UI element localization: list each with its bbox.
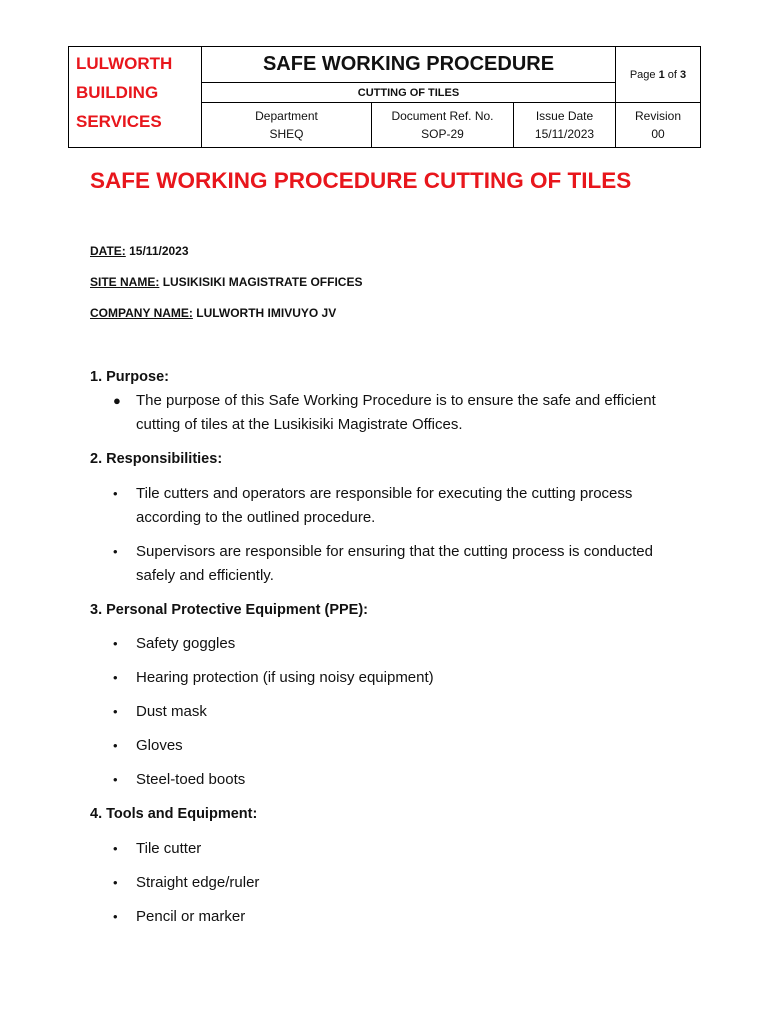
company-name-cell <box>69 47 202 148</box>
list-item: • Hearing protection (if using noisy equipment) <box>113 666 693 690</box>
doc-subtitle: CUTTING OF TILES <box>202 83 616 103</box>
list-item: • Tile cutter <box>113 837 693 861</box>
revision-label: Revision <box>634 109 682 123</box>
date-value: 15/11/2023 <box>129 244 189 258</box>
site-name-value: LUSIKISIKI MAGISTRATE OFFICES <box>162 275 363 289</box>
list-item: • Straight edge/ruler <box>113 871 693 895</box>
section-heading-tools: 4. Tools and Equipment: <box>90 806 258 822</box>
page-label: Page <box>629 68 656 81</box>
bullet-icon: • <box>113 875 118 890</box>
page-total: 3 <box>680 68 687 81</box>
site-name-label: SITE NAME: <box>90 275 160 289</box>
docref-cell <box>372 103 514 148</box>
revision-value: 00 <box>651 127 665 141</box>
department-value: SHEQ <box>269 127 304 141</box>
bullet-icon: • <box>113 738 118 753</box>
page-title: SAFE WORKING PROCEDURE CUTTING OF TILES <box>90 168 632 193</box>
docref-value: SOP-29 <box>421 127 464 141</box>
section-heading-responsibilities: 2. Responsibilities: <box>90 451 223 467</box>
list-item: • Safety goggles <box>113 632 693 656</box>
page-of: of <box>667 68 677 81</box>
bullet-icon: ● <box>113 393 121 408</box>
bullet-icon: • <box>113 704 118 719</box>
bullet-icon: • <box>113 670 118 685</box>
bullet-icon: • <box>113 636 118 651</box>
company-name-value: LULWORTH IMIVUYO JV <box>196 306 337 320</box>
bullet-icon: • <box>113 841 118 856</box>
issue-date-value: 15/11/2023 <box>534 127 595 141</box>
date-line <box>90 244 189 258</box>
site-name-line <box>90 275 362 289</box>
company-name-line-1: LULWORTH <box>76 54 173 73</box>
doc-title: SAFE WORKING PROCEDURE <box>202 47 616 83</box>
document-header-table <box>68 46 701 148</box>
list-item: • Dust mask <box>113 700 693 724</box>
bullet-icon: • <box>113 486 118 501</box>
company-name-line-3: SERVICES <box>76 112 162 131</box>
date-label: DATE: <box>90 244 126 258</box>
list-item: • Steel-toed boots <box>113 768 693 792</box>
list-item: • Supervisors are responsible for ensuring that the cutting process is conducted safely and efficiently. <box>113 540 693 588</box>
bullet-icon: • <box>113 544 118 559</box>
company-name-label: COMPANY NAME: <box>90 306 193 320</box>
list-item: • Gloves <box>113 734 693 758</box>
section-heading-purpose: 1. Purpose: <box>90 369 169 385</box>
revision-cell <box>616 103 701 148</box>
page-current: 1 <box>658 68 665 81</box>
list-item: ● The purpose of this Safe Working Procedure is to ensure the safe and efficient cutting of tiles at the Lusikisiki Magistrate Offices. <box>113 389 693 437</box>
company-name-line <box>90 306 336 320</box>
company-name-line-2: BUILDING <box>76 83 159 102</box>
bullet-icon: • <box>113 772 118 787</box>
bullet-icon: • <box>113 909 118 924</box>
list-item: • Pencil or marker <box>113 905 693 929</box>
list-item: • Tile cutters and operators are responsible for executing the cutting process according to the outlined procedure. <box>113 482 693 530</box>
page-indicator <box>616 47 701 103</box>
section-heading-ppe: 3. Personal Protective Equipment (PPE): <box>90 602 368 618</box>
docref-label: Document Ref. No. <box>391 109 494 123</box>
issue-date-label: Issue Date <box>535 109 594 123</box>
issue-date-cell <box>514 103 616 148</box>
department-label: Department <box>255 109 318 123</box>
department-cell <box>202 103 372 148</box>
